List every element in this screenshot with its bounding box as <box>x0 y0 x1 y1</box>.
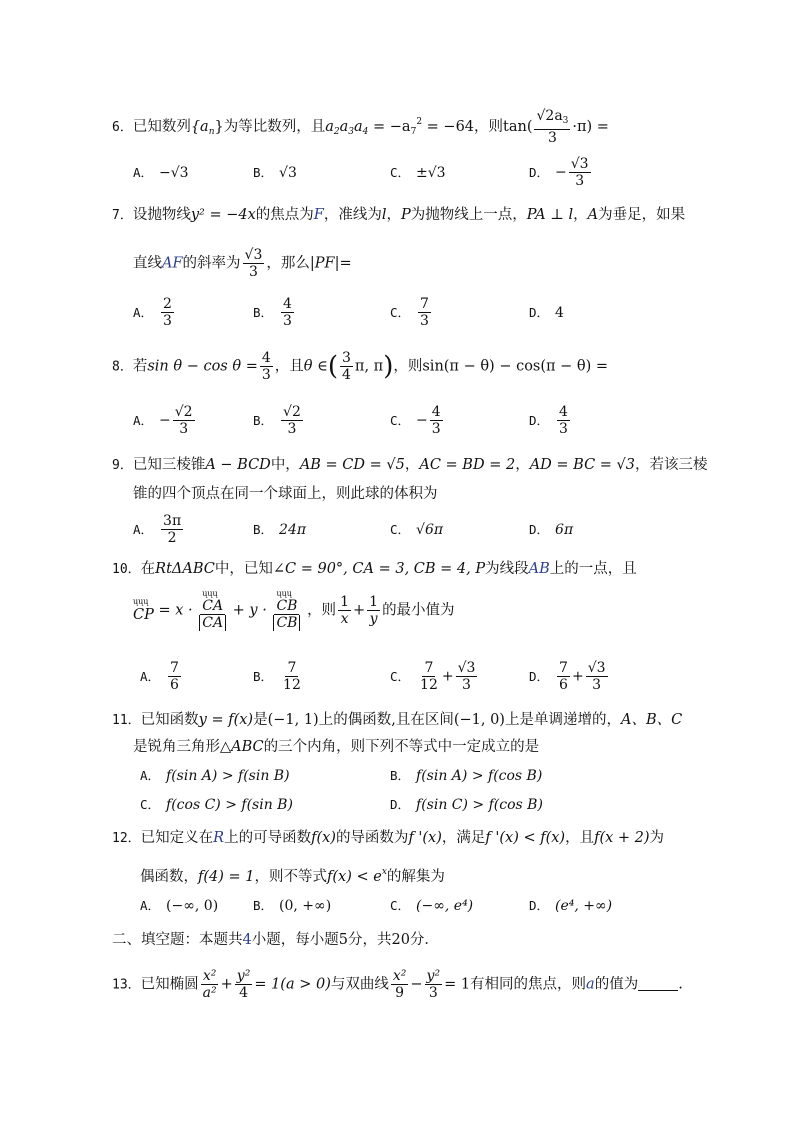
fraction: $\frac{√2a_3}{3}$ <box>536 108 569 146</box>
question-9: 9．已知三棱锥A − BCD中，AB = CD = √5，AC = BD = 2，AD = BC = √3，若该三棱 <box>112 457 708 473</box>
question-number: 11． <box>112 713 141 728</box>
q9-option-d[interactable]: D． 6π <box>529 522 574 538</box>
q6-option-b[interactable]: B． √3 <box>253 165 297 181</box>
q10-option-b[interactable]: B． $\frac{7}{12}$ <box>253 660 301 693</box>
question-12: 12．已知定义在R上的可导函数f(x)的导函数为f '(x)，满足f '(x) < f(x)，且f(x + 2)为 <box>112 830 665 846</box>
q7-option-a[interactable]: A． $\frac{2}{3}$ <box>133 296 172 329</box>
question-number: 7． <box>112 208 133 223</box>
question-number: 13． <box>112 977 141 993</box>
q6-option-d[interactable]: D． − $\frac{√3}{3}$ <box>529 156 589 189</box>
q8-option-a[interactable]: A． − $\frac{√2}{3}$ <box>133 404 193 437</box>
section-heading: 二、填空题：本题共4小题，每小题5分，共20分． <box>112 932 439 948</box>
q12-option-c[interactable]: C． (−∞, e⁴) <box>390 898 474 914</box>
question-number: 9． <box>112 458 133 473</box>
q6-option-a[interactable]: A． −√3 <box>133 165 189 181</box>
q11-option-d[interactable]: D． f(sin C) > f(cos B) <box>390 797 543 813</box>
q10-option-a[interactable]: A． $\frac{7}{6}$ <box>140 660 179 693</box>
question-11-line-2: 是锐角三角形△ABC的三个内角，则下列不等式中一定成立的是 <box>133 739 540 755</box>
question-number: 12． <box>112 831 141 846</box>
q8-option-b[interactable]: B． $\frac{√2}{3}$ <box>253 404 301 437</box>
question-10: 10．在RtΔABC中，已知∠C = 90°, CA = 3, CB = 4, P为线段AB上的一点，且 <box>112 561 637 577</box>
q10-option-c[interactable]: C． $\frac{7}{12}$ + $\frac{√3}{3}$ <box>390 660 476 693</box>
question-6: 6．已知数列$\{a_n\}$为等比数列，且$a_2a_3a_4 = -a_7^2 = -64$，则tan( $\frac{√2a_3}{3}$ ·π) = <box>112 108 609 146</box>
question-number: 10． <box>112 562 141 577</box>
q12-option-b[interactable]: B． (0, +∞) <box>253 898 332 914</box>
question-number: 8． <box>112 359 133 375</box>
question-10-line-2: ųųų CP = x · ųųų CA CA + y · ųųų CB CB ，则 $\frac{1}{x}$ + $\frac{1}{y}$ 的最小值为 <box>133 589 455 631</box>
q10-option-d[interactable]: D． $\frac{7}{6}$ + $\frac{√3}{3}$ <box>529 660 606 693</box>
q12-option-d[interactable]: D． (e⁴, +∞) <box>529 898 613 914</box>
q11-option-c[interactable]: C． f(cos C) > f(sin B) <box>140 797 293 813</box>
q7-option-d[interactable]: D． 4 <box>529 305 564 321</box>
q11-option-b[interactable]: B． f(sin A) > f(cos B) <box>390 768 543 784</box>
question-9-line-2: 锥的四个顶点在同一个球面上，则此球的体积为 <box>133 486 438 502</box>
answer-blank[interactable] <box>638 976 678 991</box>
q8-option-d[interactable]: D． $\frac{4}{3}$ <box>529 404 568 437</box>
q8-option-c[interactable]: C． − $\frac{4}{3}$ <box>390 404 441 437</box>
q12-option-a[interactable]: A． (−∞, 0) <box>140 898 219 914</box>
question-12-line-2: 偶函数，f(4) = 1，则不等式$f(x) < e^x$的解集为 <box>140 867 445 885</box>
question-8: 8．若sin θ − cos θ = $\frac{4}{3}$ ，且θ ∈( $\frac{3}{4}$ π, π)，则sin(π − θ) − cos(π − θ) = <box>112 350 609 383</box>
question-7-line-2: 直线AF的斜率为 $\frac{√3}{3}$ ，那么|PF|= <box>133 247 352 280</box>
question-11: 11．已知函数y = f(x)是(−1, 1)上的偶函数,且在区间(−1, 0)上是单调递增的，A、B、C <box>112 712 683 728</box>
q11-option-a[interactable]: A． f(sin A) > f(sin B) <box>140 768 290 784</box>
q7-option-b[interactable]: B． $\frac{4}{3}$ <box>253 296 292 329</box>
q9-option-c[interactable]: C． √6π <box>390 522 444 538</box>
q9-option-a[interactable]: A． $\frac{3\pi}{2}$ <box>133 513 182 546</box>
q7-option-c[interactable]: C． $\frac{7}{3}$ <box>390 296 429 329</box>
question-13: 13．已知椭圆 $\frac{\text{x²}}{\text{a²}}$ + $\frac{\text{y²}}{4}$ = 1(a > 0)与双曲线 $\frac{\text{x²}}{9}$ − $\frac{\text{y²}}{3}$ = 1有相同的焦点，则a的值为 . <box>112 968 683 1001</box>
q6-option-c[interactable]: C． ±√3 <box>390 165 446 181</box>
question-number: 6． <box>112 120 133 135</box>
q9-option-b[interactable]: B． 24π <box>253 522 307 538</box>
question-7: 7．设抛物线y² = −4x的焦点为F，准线为l，P为抛物线上一点，PA ⊥ l，A为垂足，如果 <box>112 207 686 223</box>
